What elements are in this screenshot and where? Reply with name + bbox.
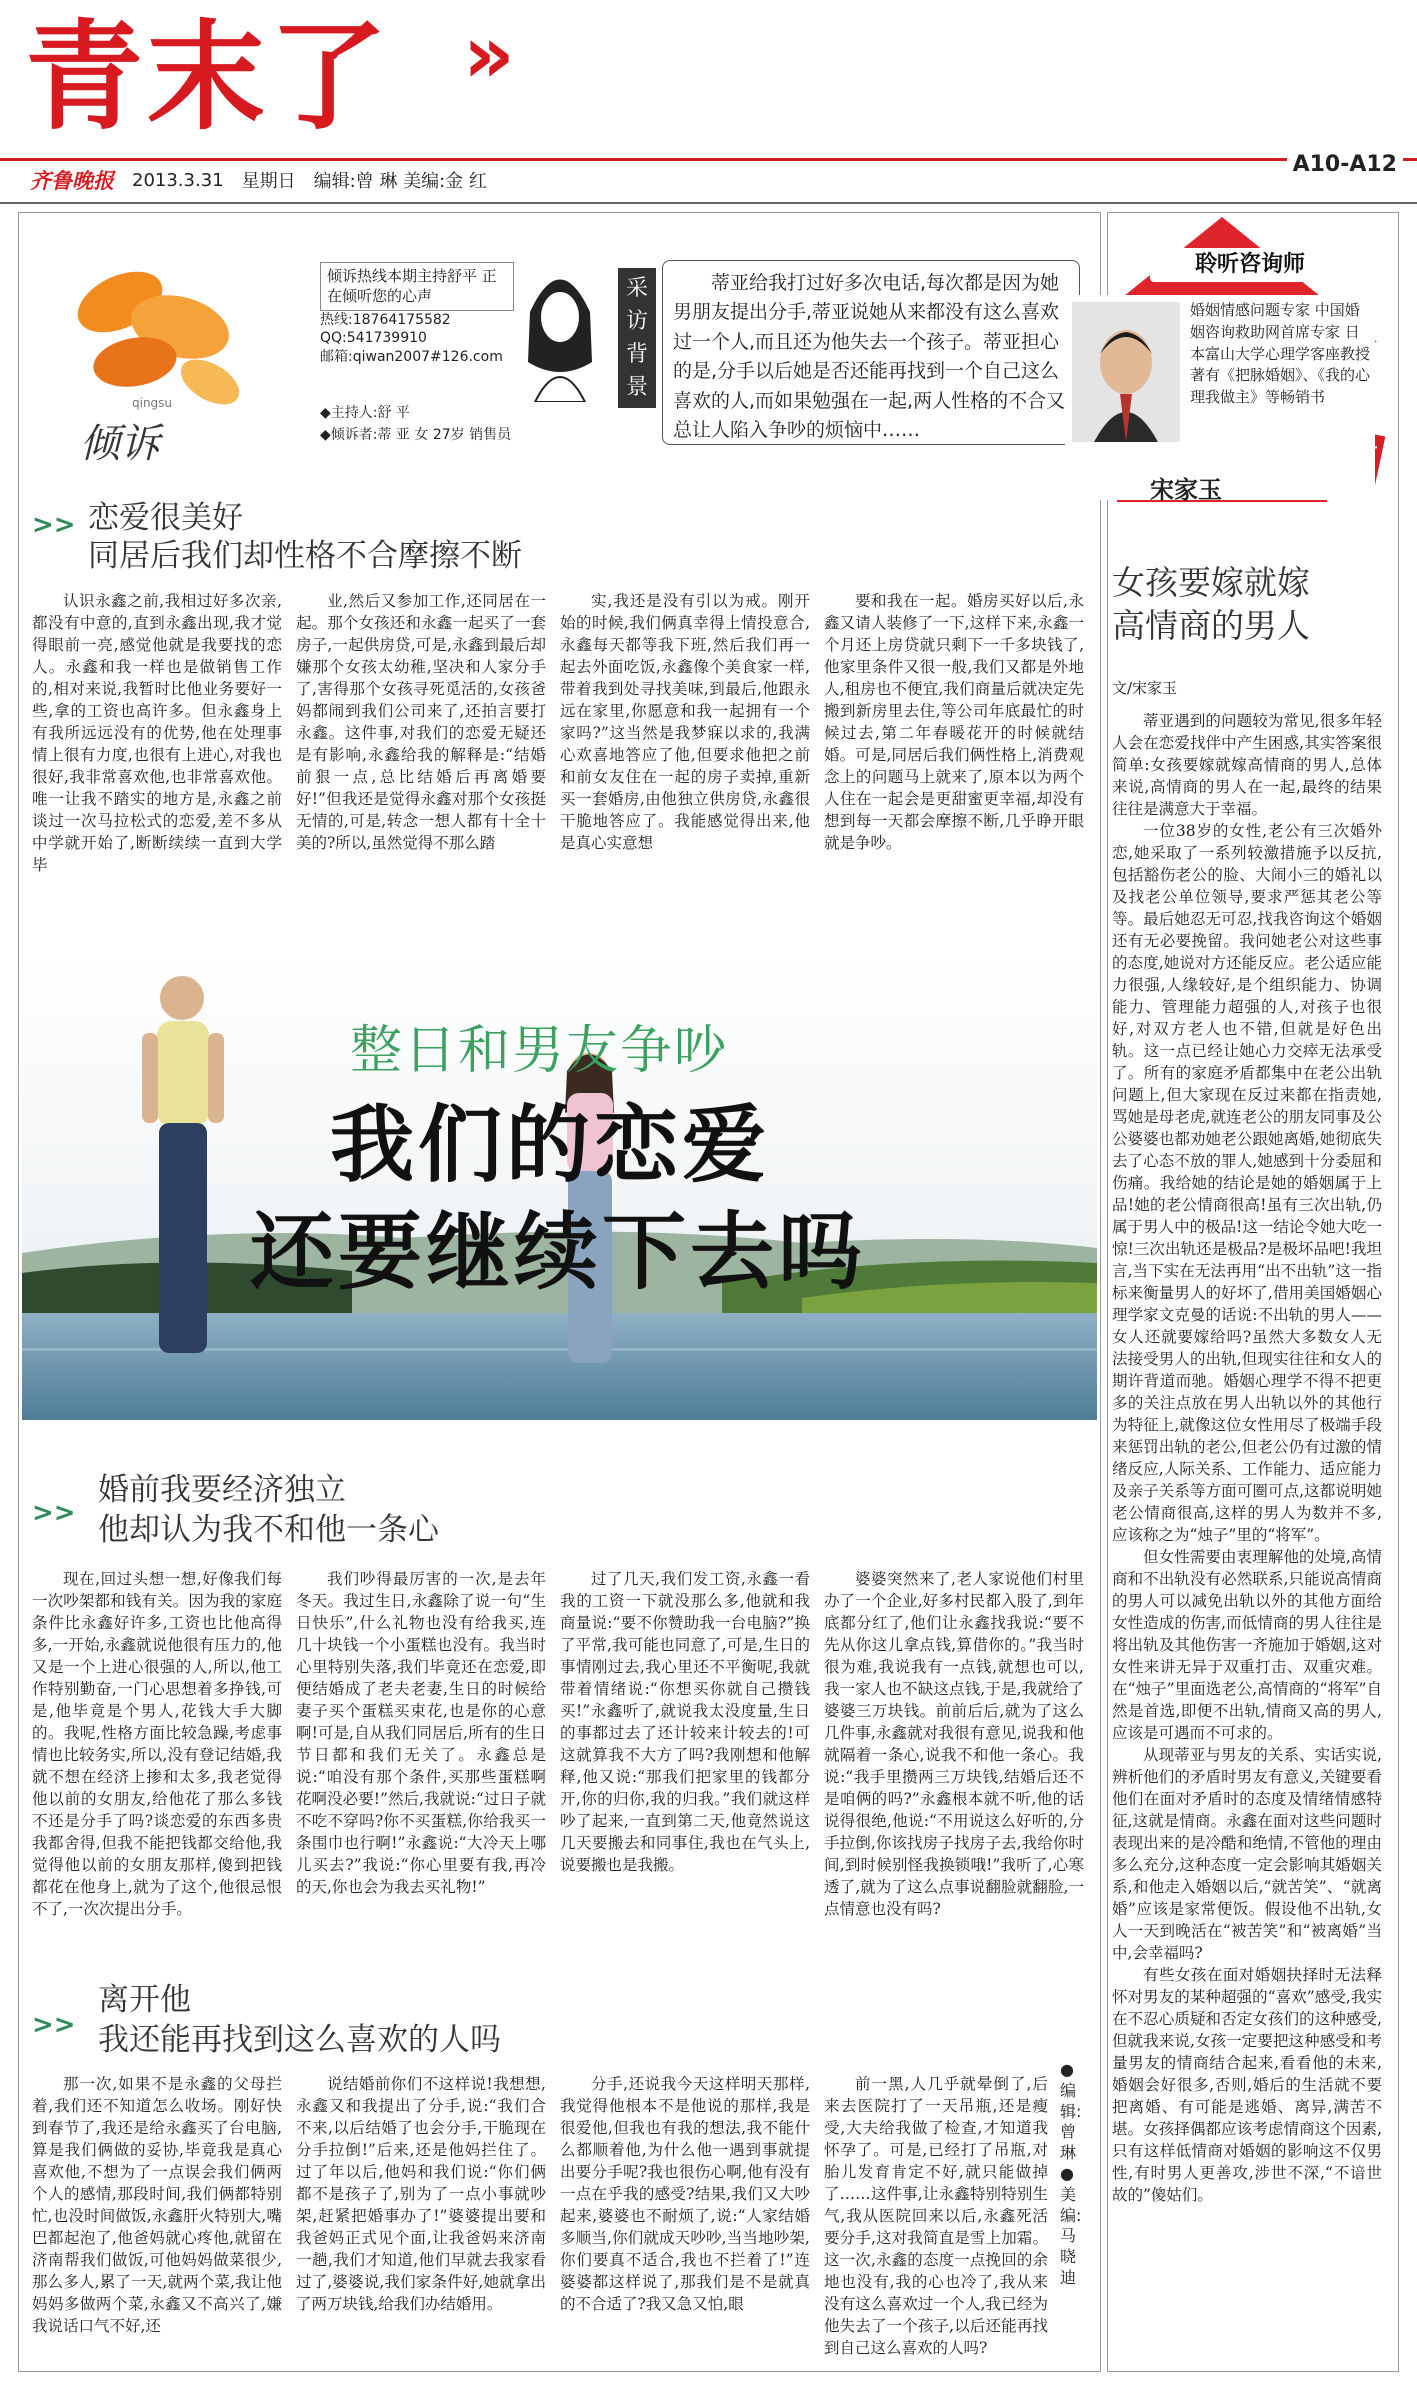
section-arrow-icon: >> <box>32 2010 76 2040</box>
page-editors: 编辑:曾 琳 美编:金 红 <box>313 171 487 192</box>
section-1-col-1: 认识永鑫之前,我相过好多次亲,都没有中意的,直到永鑫出现,我才觉得眼前一亮,感觉他就是我要找的恋人。永鑫和我一样也是做销售工作的,相对来说,我暂时比他业务要好一些,拿的工资也高许多。但永鑫身上有我所远远没有的优势,他在处理事情上很有力度,也很有上进心,对我也很好,我非常喜欢他,也非常喜欢他。唯一让我不踏实的地方是,永鑫之前谈过一次马拉松式的恋爱,差不多从中学就开始了,断断续续一直到大学毕 <box>32 592 282 874</box>
section-3-col-2: 说结婚前你们不这样说!我想想,永鑫又和我提出了分手,说:“我们合不来,以后结婚了也会分手,干脆现在分手拉倒!”后来,还是他妈拦住了。过了年以后,他妈和我们说:“你们俩都不是孩子了,别为了一点小事就吵架,赶紧把婚事办了!”婆婆提出要和我爸妈正式见个面,让我爸妈来济南一趟,我们才知道,他们早就去我家看过了,婆婆说,我们家条件好,她就拿出了两万块钱,给我们办结婚用。 <box>296 2075 546 2313</box>
caller-line: ◆倾诉者:蒂 亚 女 27岁 销售员 <box>320 427 512 444</box>
sidebar-byline: 文/宋家玉 <box>1112 679 1178 697</box>
hero-kicker: 整日和男友争吵 <box>350 1021 729 1081</box>
sidebar-paragraph: 有些女孩在面对婚姻抉择时无法释怀对男友的某种超强的“喜欢”感受,我实在不忍心质疑和否定女孩们的这种感受,但就我来说,女孩一定要把这种感受和考量男友的情商结合起来,看看他的未来,婚姻会好很多,否则,婚后的生活就不要把离婚、有可能是逃婚、离异,满苦不堪。女孩择偶都应该考虑情商这个因素,只有这样低情商对婚姻的影响这不仅男性,有时男人更善攻,涉世不深,“不谙世故的”傻姑们。 <box>1112 1966 1382 2204</box>
expert-name: 宋家玉 <box>1150 476 1222 504</box>
expert-photo-icon <box>1072 302 1180 442</box>
paper-logo: 齐鲁晚报 <box>30 169 114 193</box>
section-3-line1: 离开他 <box>98 1982 191 2018</box>
expert-bio: 婚姻情感问题专家 中国婚姻咨询救助网首席专家 日本富山大学心理学客座教授 著有《把脉婚姻》、《我的心理我做主》等畅销书 <box>1190 301 1371 406</box>
issue-date: 2013.3.31 <box>132 169 224 191</box>
section-2-line1: 婚前我要经济独立 <box>98 1472 346 1508</box>
section-3-col-1: 那一次,如果不是永鑫的父母拦着,我们还不知道怎么收场。刚好快到春节了,我还是给永鑫买了台电脑,算是我们俩做的妥协,毕竟我是真心喜欢他,不想为了一点误会我们俩两个人的感情,那段时间,我们俩都特别忙,也没时间做饭,永鑫肝火特别大,嘴巴都起泡了,他爸妈就心疼他,就留在济南帮我们做饭,可他妈妈做菜很少,那么多人,累了一天,就两个菜,我让他妈妈多做两个菜,永鑫又不高兴了,嫌我说话口气不好,还 <box>32 2075 282 2335</box>
section-2-line2: 他却认为我不和他一条心 <box>98 1512 439 1548</box>
section-3-heading <box>32 2010 76 2040</box>
page-credits: ●编辑:曾 琳 ●美编:马晓迪 <box>1060 2060 1082 2287</box>
info-rule <box>0 202 1417 204</box>
info-bar <box>30 166 487 194</box>
logo-pinyin: qingsu <box>132 396 173 410</box>
caller-info <box>320 402 511 447</box>
leaves-logo-icon <box>60 232 270 472</box>
hotline-qq: QQ:541739910 <box>320 330 427 347</box>
section-arrow-icon: >> <box>32 510 76 540</box>
section-2-heading <box>32 1498 76 1528</box>
sidebar-title-line1: 女孩要嫁就嫁 <box>1112 563 1310 602</box>
section-1-line2: 同居后我们却性格不合摩擦不断 <box>88 538 522 574</box>
section-3-col-3: 分手,还说我今天这样明天那样,我觉得他根本不是他说的那样,我是很爱他,但我也有我的想法,我不能什么都顺着他,为什么他一遇到事就提出要分手呢?我也很伤心啊,他有没有一点在乎我的感受?结果,我们又大吵起来,婆婆也不耐烦了,说:“人家结婚多顺当,你们就成天吵吵,当当地吵架,你们要真不适合,我也不拦着了!”连婆婆都这样说了,那我们是不是就真的不合适了?我又急又怕,眼 <box>560 2075 810 2313</box>
section-2-col-2: 我们吵得最厉害的一次,是去年冬天。我过生日,永鑫除了说一句“生日快乐”,什么礼物也没有给我买,连几十块钱一个小蛋糕也没有。我当时心里特别失落,我们毕竟还在恋爱,即便结婚成了老夫老妻,生日的时候给妻子买个蛋糕买束花,也是你的心意啊!可是,自从我们同居后,所有的生日节日都和我们无关了。永鑫总是说:“咱没有那个条件,买那些蛋糕啊花啊没必要!”然后,我就说:“过日子就不吃不穿吗?你不买蛋糕,你给我买一条围巾也行啊!”永鑫说:“大冷天上哪儿买去?”我说:“你心里要有我,再冷的天,你也会为我去买礼物!” <box>296 1570 546 1896</box>
issue-weekday: 星期日 <box>241 171 296 192</box>
hotline-email: 邮箱:qiwan2007#126.com <box>320 349 503 366</box>
section-1-line1: 恋爱很美好 <box>88 500 243 536</box>
quote-mark-icon: » <box>463 8 515 101</box>
sidebar-paragraph: 蒂亚遇到的问题较为常见,很多年轻人会在恋爱找伴中产生困惑,其实答案很简单:女孩要嫁就嫁高情商的男人,总体来说,高情商的男人在一起,最终的结果往往是满意大于幸福。 <box>1112 712 1382 818</box>
section-2-col-1: 现在,回过头想一想,好像我们每一次吵架都和钱有关。因为我的家庭条件比永鑫好许多,工资也比他高得多,一开始,永鑫就说他很有压力的,他又是一个上进心很强的人,所以,他工作特别勤奋,一门心思想着多挣钱,可是,他毕竟是个男人,花钱大手大脚的。我呢,性格方面比较急躁,考虑事情也比较务实,所以,没有登记结婚,我就不想在经济上掺和太多,我老觉得他以前的女朋友,给他花了那么多钱不还是分手了吗?谈恋爱的东西多贵我都舍得,但我不能把钱都交给他,我觉得他以前的女朋友那样,傻到把钱都花在他身上,就为了这个,他很忌恨不了,一次次提出分手。 <box>32 1570 282 1918</box>
hero-title-line1: 我们的恋爱 <box>330 1096 771 1194</box>
logo-text: 倾诉 <box>80 421 160 467</box>
background-tag: 采访背景 <box>618 268 656 408</box>
sidebar-paragraph: 一位38岁的女性,老公有三次婚外恋,她采取了一系列较激措施予以反抗,包括豁伤老公的脸、大闹小三的婚礼以及找老公单位领导,要求严惩其老公等等。最后她忍无可忍,找我咨询这个婚姻还有无必要挽留。我问她老公对这些事的态度,她说对方还能反应。老公适应能力很强,人缘较好,是个组织能力、协调能力、管理能力超强的人,对孩子也很好,对双方老人也不错,但就是好色出轨。这一点已经让她心力交瘁无法承受了。所有的家庭矛盾都集中在老公出轨问题上,但大家现在反过来都在指责她,骂她是母老虎,就连老公的朋友同事及公公婆婆也都劝她老公跟她离婚,她彻底失去了心态不放的罪人,她感到十分委屈和伤痛。我给她的结论是她的婚姻属于上品!她的老公情商很高!虽有三次出轨,仍属于男人中的极品!这一结论令她大吃一惊!三次出轨还是极品?是极坏品吧!我坦言,当下实在无法再用“出不出轨”这一指标来衡量男人的好坏了,借用美国婚姻心理学家文克曼的话说:不出轨的男人——女人还就要嫁给吗?虽然大多数女人无法接受男人的出轨,但现实往往和女人的期许背道而驰。婚姻心理学不得不把更多的关注点放在男人出轨以外的其他行为特征上,就像这位女性用尽了极端手段来惩罚出轨的老公,但老公仍有过激的情绪反应,人际关系、工作能力、适应能力及亲子关系等方面可圈可点,这都说明她老公情商很高,这样的男人为数并不多,应该称之为“烛子”里的“将军”。 <box>1112 822 1382 1544</box>
host-portrait-icon <box>520 252 600 402</box>
section-2-col-4: 婆婆突然来了,老人家说他们村里办了一个企业,好多村民都入股了,到年底都分红了,他们让永鑫找我说:“要不先从你这儿拿点钱,算借你的。”我当时很为难,我说我有一点钱,就想也可以,我一家人也不缺这点钱,于是,我就给了婆婆三万块钱。前前后后,就为了这么几件事,永鑫就对我很有意见,说我和他就隔着一条心,说我不和他一条心。我说:“我手里攒两三万块钱,结婚后还不是咱俩的吗?”永鑫根本就不听,他的话说得很绝,他说:“不用说这么好听的,分手拉倒,你该找房子找房子去,我给你时间,到时候别怪我换锁哦!”我听了,心寒透了,就为了这么点事说翻脸就翻脸,一点情意也没有吗? <box>824 1570 1084 1918</box>
section-2-col-3: 过了几天,我们发工资,永鑫一看我的工资一下就没那么多,他就和我商量说:“要不你赞助我一台电脑?”换了平常,我可能也同意了,可是,生日的事情刚过去,我心里还不平衡呢,我就带着情绪说:“你想买你就自己攒钱买!”永鑫听了,就说我太没度量,生日的事都过去了还计较来计较去的!可这就算我不大方了吗?我刚想和他解释,他又说:“那我们把家里的钱都分开,你的归你,我的归我。”我们就这样吵了起来,一直到第二天,他竟然说这几天要搬去和同事住,我也在气头上,说要搬也是我搬。 <box>560 1570 810 1874</box>
sidebar-paragraph: 从现蒂亚与男友的关系、实话实说,辨析他们的矛盾时男友有意义,关键要看他们在面对矛盾时的态度及情绪情感特征,这就是情商。永鑫在面对这些问题时表现出来的是冷酷和绝情,不管他的理由多么充分,这种态度一定会影响其婚姻关系,和他走入婚姻以后,“就苦笑”、“就离婚”应该是家常便饭。假设他不出轨,女人一天到晚活在“被苦笑”和“被离婚”当中,会幸福吗? <box>1112 1746 1382 1962</box>
section-1-heading <box>32 510 76 540</box>
section-3-line2: 我还能再找到这么喜欢的人吗 <box>98 2022 501 2058</box>
hotline-heading: 倾诉热线本期主持舒平 正在倾听您的心声 <box>320 262 514 311</box>
consultant-tab: 聆听咨询师 <box>1150 248 1350 282</box>
hero-title-line2: 还要继续下去吗 <box>250 1203 867 1301</box>
host-line: ◆主持人:舒 平 <box>320 405 410 421</box>
section-1-col-3: 实,我还是没有引以为戒。刚开始的时候,我们俩真幸得上情投意合,永鑫每天都等我下班,然后我们再一起去外面吃饭,永鑫像个美食家一样,带着我到处寻找美味,到最后,他跟永远在家里,你愿意和我一起拥有一个家吗?”这当然是我梦寐以求的,我满心欢喜地答应了他,但要求他把之前和前女友住在一起的房子卖掉,重新买一套婚房,由他独立供房贷,永鑫很干脆地答应了。我能感觉得出来,他是真心实意想 <box>560 592 810 852</box>
hotline-phone: 热线:18764175582 <box>320 311 451 328</box>
masthead-rule <box>0 158 1417 161</box>
section-3-col-4: 前一黑,人几乎就晕倒了,后来去医院打了一天吊瓶,还是瘦受,大夫给我做了检查,才知道我怀孕了。可是,已经打了吊瓶,对胎儿发育肯定不好,就只能做掉了……这件事,让永鑫特别特别生气,我从医院回来以后,永鑫死活要分手,这对我简直是雪上加霜。这一次,永鑫的态度一点挽回的余地也没有,我的心也冷了,我从来没有这么喜欢过一个人,我已经为他失去了一个孩子,以后还能再找到自己这么喜欢的人吗? <box>824 2075 1048 2357</box>
section-arrow-icon: >> <box>32 1498 76 1528</box>
section-1-col-4: 要和我在一起。婚房买好以后,永鑫又请人装修了一下,这样下来,永鑫一个月还上房贷就只剩下一千多块钱了,他家里条件又很一般,我们又都是外地人,租房也不便宜,我们商量后就决定先搬到新房里去住,等公司年底最忙的时候过去,第二年春暖花开的时候就结婚。可是,同居后我们俩性格上,消费观念上的问题马上就来了,原本以为两个人住在一起会是更甜蜜更幸福,却没有想到每一天都会摩擦不断,几乎睁开眼就是争吵。 <box>824 592 1084 852</box>
page-range: A10-A12 <box>1287 152 1403 177</box>
section-1-col-2: 业,然后又参加工作,还同居在一起。那个女孩还和永鑫一起买了一套房子,一起供房贷,可是,永鑫到最后却嫌那个女孩太幼稚,坚决和人家分手了,害得那个女孩寻死觅活的,女孩爸妈都闹到我们公司来了,还拍言要打永鑫。这件事,对我们的恋爱无疑还是有影响,永鑫给我的解释是:“结婚前狠一点,总比结婚后再离婚要好!”但我还是觉得永鑫对那个女孩挺无情的,可是,转念一想人都有十全十美的?所以,虽然觉得不那么踏 <box>296 592 546 852</box>
sidebar-title <box>1112 562 1392 648</box>
section-title: 青末了 <box>25 8 392 146</box>
sidebar-body <box>1112 710 1382 2360</box>
sidebar-title-line2: 高情商的男人 <box>1112 605 1310 645</box>
sidebar-paragraph: 但女性需要由衷理解他的处境,高情商和不出轨没有必然联系,只能说高情商的男人可以减免出轨以外的其他方面给女性造成的伤害,而低情商的男人往往是将出轨及其他伤害一齐施加于婚姻,这对女性来讲无异于双重打击、双重灾难。在“烛子”里面选老公,高情商的“将军”自然是首选,即便不出轨,情商又高的男人,应该是可遇而不可求的。 <box>1112 1548 1382 1742</box>
background-box: 蒂亚给我打过好多次电话,每次都是因为她男朋友提出分手,蒂亚说她从来都没有这么喜欢过一个人,而且还为他失去一个孩子。蒂亚担心的是,分手以后她是否还能再找到一个自己这么喜欢的人,而如果勉强在一起,两人性格的不合又总让人陷入争吵的烦恼中…… <box>662 260 1080 445</box>
